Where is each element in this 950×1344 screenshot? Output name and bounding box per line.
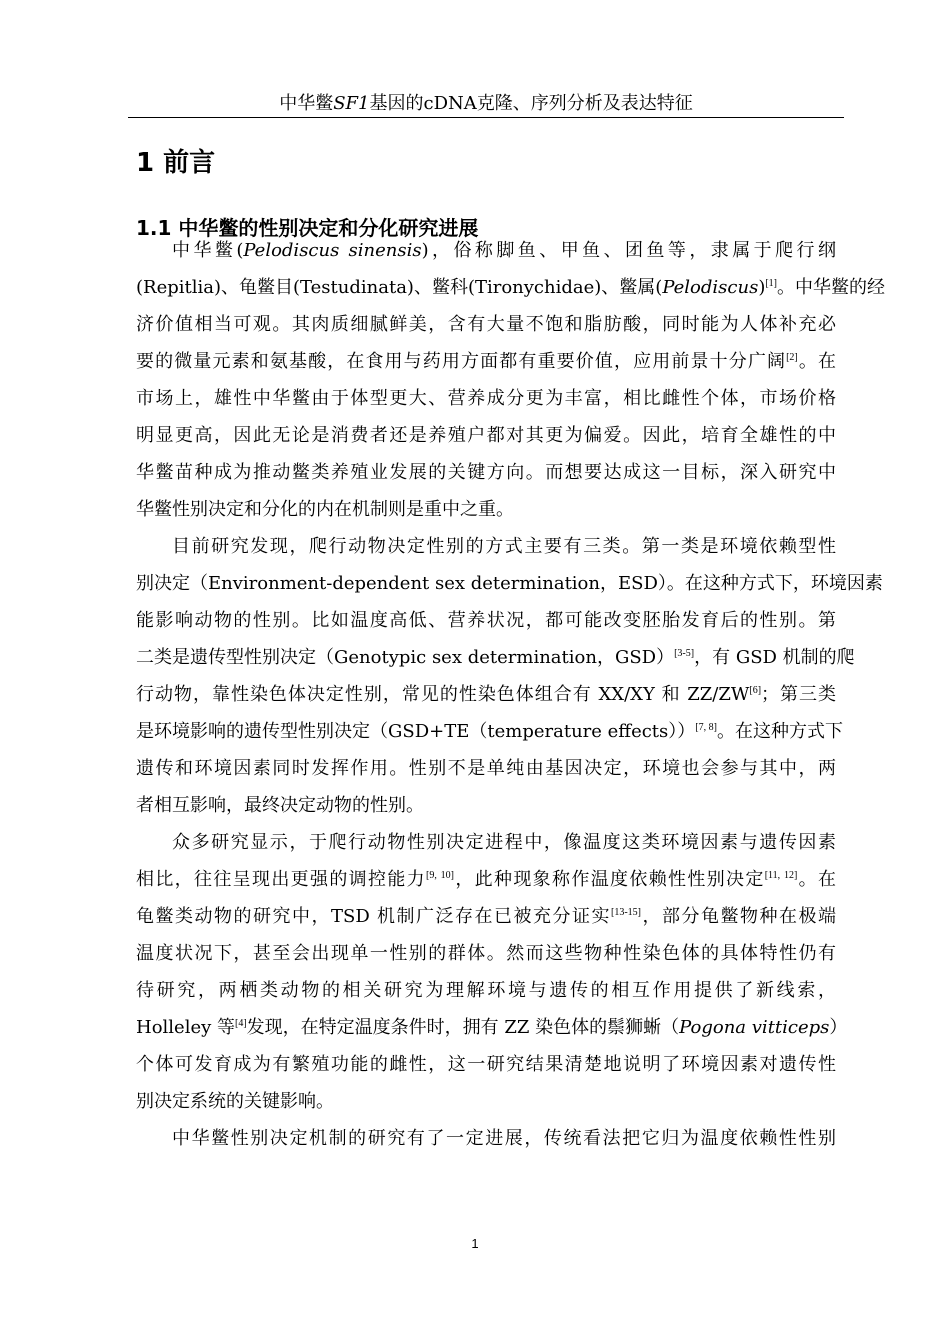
text-line: 中华鳖(Pelodiscus sinensis)，俗称脚鱼、甲鱼、团鱼等，隶属于爬行纲: [172, 240, 837, 261]
text-line: 目前研究发现，爬行动物决定性别的方式主要有三类。第一类是环境依赖型性: [172, 536, 836, 557]
citation: [6]: [749, 685, 762, 696]
text-line: 要的微量元素和氨基酸，在食用与药用方面都有重要价值，应用前景十分广阔[2]。在: [136, 351, 837, 372]
text-line: 华鳖苗种成为推动鳖类养殖业发展的关键方向。而想要达成这一目标，深入研究中: [136, 462, 836, 483]
citation: [1]: [765, 278, 778, 289]
citation: [11, 12]: [764, 870, 798, 881]
text-line: 明显更高，因此无论是消费者还是养殖户都对其更为偏爱。因此，培育全雄性的中: [136, 425, 836, 446]
text-line: 市场上，雄性中华鳖由于体型更大、营养成分更为丰富，相比雌性个体，市场价格: [136, 388, 836, 409]
gene-name: SF1: [333, 93, 370, 114]
text-line: 中华鳖性别决定机制的研究有了一定进展，传统看法把它归为温度依赖性性别: [172, 1128, 836, 1149]
text-line: 行动物，靠性染色体决定性别，常见的性染色体组合有 XX/XY 和 ZZ/ZW[6]；第三类: [136, 684, 837, 705]
text-line: 龟鳖类动物的研究中，TSD 机制广泛存在已被充分证实[13-15]，部分龟鳖物种在极端: [136, 906, 836, 927]
text-line: 温度状况下，甚至会出现单一性别的群体。然而这些物种性染色体的具体特性仍有: [136, 943, 836, 964]
text-line: 是环境影响的遗传型性别决定（GSD+TE（temperature effects））[7, 8]。在这种方式下: [136, 721, 843, 742]
text-line: 者相互影响，最终决定动物的性别。: [136, 795, 424, 816]
header-rule: [128, 117, 844, 118]
citation: [7, 8]: [695, 722, 717, 733]
citation: [3-5]: [674, 648, 695, 659]
text-line: 遗传和环境因素同时发挥作用。性别不是单纯由基因决定，环境也会参与其中，两: [136, 758, 836, 779]
text-line: (Repitlia)、龟鳖目(Testudinata)、鳖科(Tironychidae)、鳖属(Pelodiscus)[1]。中华鳖的经: [136, 277, 886, 298]
text-line: 个体可发育成为有繁殖功能的雌性，这一研究结果清楚地说明了环境因素对遗传性: [136, 1054, 836, 1075]
citation: [13-15]: [611, 907, 641, 918]
running-header: 中华鳖SF1基因的cDNA克隆、序列分析及表达特征: [279, 93, 693, 114]
text-line: 济价值相当可观。其肉质细腻鲜美，含有大量不饱和脂肪酸，同时能为人体补充必: [136, 314, 836, 335]
text-line: 二类是遗传型性别决定（Genotypic sex determination，GSD）[3-5]，有 GSD 机制的爬: [136, 647, 855, 668]
text-line: 众多研究显示，于爬行动物性别决定进程中，像温度这类环境因素与遗传因素: [172, 832, 836, 853]
citation: [4]: [235, 1018, 247, 1029]
text-line: Holleley 等[4]发现，在特定温度条件时，拥有 ZZ 染色体的鬃狮蜥（Pogona vitticeps）: [136, 1017, 848, 1038]
text-line: 别决定（Environment-dependent sex determination，ESD）。在这种方式下，环境因素: [136, 573, 883, 594]
citation: [2]: [786, 352, 798, 363]
text-line: 华鳖性别决定和分化的内在机制则是重中之重。: [136, 499, 514, 520]
page-number: 1: [471, 1236, 479, 1251]
subsection-heading: 1.1 中华鳖的性别决定和分化研究进展: [136, 216, 479, 240]
citation: [9, 10]: [426, 870, 455, 881]
section-heading: 1 前言: [136, 148, 216, 178]
text-line: 待研究，两栖类动物的相关研究为理解环境与遗传的相互作用提供了新线索，: [136, 980, 836, 1001]
text-line: 相比，往往呈现出更强的调控能力[9, 10]，此种现象称作温度依赖性性别决定[11, 12]。在: [136, 869, 836, 890]
text-line: 别决定系统的关键影响。: [136, 1091, 334, 1112]
text-line: 能影响动物的性别。比如温度高低、营养状况，都可能改变胚胎发育后的性别。第: [136, 610, 836, 631]
